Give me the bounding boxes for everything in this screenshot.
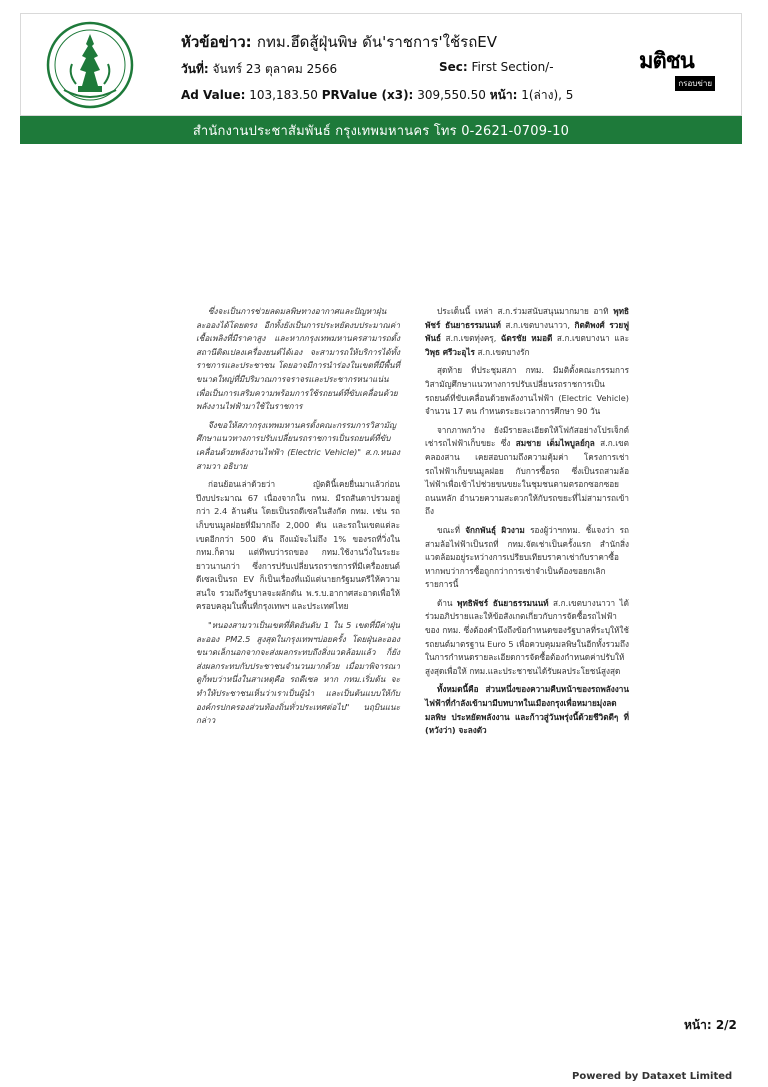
person-name: พุทธิพัชร์ ธันยาธรรมนนท์ [456,597,549,608]
pr-value-label: PRValue (x3): [321,88,414,102]
pr-office-banner: สำนักงานประชาสัมพันธ์ กรุงเทพมหานคร โทร 0-2621-0709-10 [20,116,742,144]
date-row [181,60,337,79]
publication-sub: กรอบข่าย [675,76,715,91]
page-value: 1(ล่าง), 5 [521,88,574,102]
person-name: ฉัตรชัย หมอดี [500,333,553,344]
ad-value: 103,183.50 [249,88,318,102]
text: ส.ก.เขตบางนาวา ได้ร่วมอภิปรายและให้ข้อสังเกตเกี่ยวกับการจัดซื้อรถไฟฟ้าของ กทม. ซึ่งต้องคำนึงถึงข้อกำหนดของรัฐบาลที่ระบุให้ใช้รถยนต์มาตรฐาน Euro 5 เพื่อควบคุมมลพิษในอีกทั้งรวมถึงในการกำหนดรายละเอียดการจัดซื้อต้องกำหนดค่าปรับให้สูงสุดเพื่อให้ กทม.และประชาชนได้รับผลประโยชน์สูงสุด [425,597,629,676]
closing-text: ทั้งหมดนี้คือ ส่วนหนึ่งของความคืบหน้าของรถพลังงานไฟฟ้าที่กำลังเข้ามามีบทบาทในเมืองกรุงเพื่อหมายมุ่งลดมลพิษ ประหยัดพลังงาน และก้าวสู่วันพรุ่งนี้ด้วยชีวิตดีๆ ที่ (หวังว่า) จะลงตัว [425,684,629,736]
closing-paragraph [425,683,629,737]
paragraph: สุดท้าย ที่ประชุมสภา กทม. มีมติตั้งคณะกรรมการวิสามัญศึกษาแนวทางการปรับเปลี่ยนรถราชการเป็นรถยนต์ที่ขับเคลื่อนด้วยพลังงานไฟฟ้า (Electric Vehicle) จำนวน 17 คน กำหนดระยะเวลาการศึกษา 90 วัน [425,365,629,417]
person-name: พุทธิพัชร์ ธันยาธรรมนนท์ [425,306,629,330]
person-name: สมชาย เต็มไพบูลย์กุล [515,438,595,449]
paragraph [425,597,629,679]
section-value: First Section/- [471,60,554,74]
headline-row [181,30,497,54]
headline: กทม.ฮึดสู้ฝุ่นพิษ ดัน'ราชการ'ใช้รถEV [256,33,498,51]
date-label: วันที่: [181,62,209,76]
publication-name: มติชน [639,49,694,74]
section-label: Sec: [439,60,468,74]
bangkok-emblem-icon [21,14,159,115]
article-column-2 [425,305,629,743]
text: รองผู้ว่าฯกทม. ชี้แจงว่า รถสามล้อไฟฟ้าเป็นรถที่ กทม.จัดเช่าเป็นครั้งแรก สำนักสิ่งแวดล้อมอยู่ระหว่างการเปรียบเทียบราคาเช่ากับราคาซื้อ หากพบว่าการซื้อถูกกว่าการเช่าจำเป็นต้องขอยกเลิกรายการนี้ [425,524,629,590]
person-name: วิพุธ ศรีวะอุไร [425,346,475,357]
text: ส.ก.เขตทุ่งครุ, [441,333,501,344]
date-value: จันทร์ 23 ตุลาคม 2566 [212,62,338,76]
text: ขณะที่ [437,524,466,535]
text: ส.ก.เขตคลองสาน เคยสอบถามถึงความคุ้มค่า โครงการเช่ารถไฟฟ้าเก็บขนมูลฝอย กับการซื้อรถ ซึ่งเป็นรถสามล้อไฟฟ้าเพื่อเข้าไปช่วยขนขยะในชุมชนตามตรอกซอกซอยถนนหลัก อำนวยความสะดวกให้กับรถขยะที่ไม่สามารถเข้าถึง [425,438,630,517]
person-name: กิตติพงศ์ รวยฟูพันธ์ [425,319,629,344]
text: ด้าน [437,597,457,608]
clipping-header [20,13,742,116]
page-label: หน้า: [489,88,518,102]
text: ส.ก.เขตบางนาวา, [500,319,575,330]
page-number: หน้า: 2/2 [684,1018,737,1032]
paragraph: "หนองสามวาเป็นเขตที่ติดอันดับ 1 ใน 5 เขตที่มีค่าฝุ่นละออง PM2.5 สูงสุดในกรุงเทพฯบ่อยครั้ง โดยฝุ่นละอองขนาดเล็กนอกจากจะส่งผลกระทบถึงสิ่งแวดล้อมแล้ว ก็ยังส่งผลกระทบกับประชาชนจำนวนมากด้วย เมื่อมาพิจารณาดูก็พบว่าหนึ่งในสาเหตุคือ รถดีเซล หาก กทม.เริ่มต้น จะทำให้ประชาชนเห็นว่าเราเป็นผู้นำ และเป็นต้นแบบให้กับองค์กรปกครองส่วนท้องถิ่นทั่วประเทศต่อไป" นฤบินแนะกล่าว [196,620,400,726]
paragraph: จึงขอให้สภากรุงเทพมหานครตั้งคณะกรรมการวิสามัญศึกษาแนวทางการปรับเปลี่ยนรถราชการเป็นรถยนต์ที่ขับเคลื่อนด้วยพลังงานไฟฟ้า (Electric Vehicle)" ส.ก.หนองสามวา อธิบาย [196,419,400,471]
article-column-1 [196,305,400,733]
paragraph [425,424,629,519]
publication-logo [639,49,719,88]
powered-by: Powered by Dataxet Limited [572,1071,733,1082]
paragraph: ก่อนย้อนเล่าด้วยว่า ญัตตินี้เคยยื่นมาแล้วก่อนปีงบประมาณ 67 เนื่องจากใน กทม. มีรถสันดาปรวมอยู่กว่า 2.4 ล้านคัน โดยเป็นรถดีเซลในสังกัด กทม. เช่น รถเก็บขนมูลฝอยที่มีมากถึง 2,000 คัน และรถในเขตแต่ละเขตอีกกว่า 500 คัน ถึงแม้จะไม่ถึง 1% ของรถที่วิ่งใน กทม.ก็ตาม แต่ทีพบว่ารถของ กทม.ใช้งานวิ่งในระยะยาวนานกว่า ซึ่งการปรับเปลี่ยนรถราชการที่มีเครื่องยนต์ดีเซลเป็นรถ EV ก็เป็นเรื่องที่แม้แต่นายกรัฐมนตรีให้ความสนใจ รวมถึงรัฐบาลจะผลักดัน พ.ร.บ.อากาศสะอาดเพื่อให้ครอบคลุมในพื้นที่กรุงเทพฯ และประเทศไทย [196,479,400,612]
text: จากภาพกว้าง ยังมีรายละเอียดให้โฟกัสอย่างโปรเจ็กต์เช่ารถไฟฟ้าเก็บขยะ ซึ่ง [425,424,629,449]
text: ส.ก.เขตบางรัก [474,346,530,357]
text: ประเด็นนี้ เหล่า ส.ก.ร่วมสนับสนุนมากมาย อาทิ [437,306,614,316]
paragraph [425,305,629,359]
pr-value: 309,550.50 [417,88,486,102]
section-row [439,60,554,74]
ad-value-label: Ad Value: [181,88,246,102]
headline-label: หัวข้อข่าว: [181,33,252,51]
paragraph: ซึ่งจะเป็นการช่วยลดมลพิษทางอากาศและปัญหาฝุ่นละอองได้โดยตรง อีกทั้งยังเป็นการประหยัดงบประมาณค่าเชื้อเพลิงที่มีราคาสูง และหากกรุงเทพมหานครสามารถตั้งสถานีติดเปลงเครื่องยนต์ได้เอง จะสามารถให้บริการได้ทั้งราชการและประชาชน โดยอาจมีการนำร่องในเขตที่มีพื้นที่ขนาดใหญ่ที่มีปริมาณการจราจรและประชากรหนาแน่น เพื่อเป็นการเสริมความพร้อมการใช้รถยนต์ที่ขับเคลื่อนด้วยพลังงานไฟฟ้ามาใช้ในราชการ [196,306,400,412]
text: ส.ก.เขตบางนา และ [552,333,629,344]
paragraph [425,524,629,592]
person-name: จักกพันธุ์ ผิวงาม [465,524,525,535]
values-row [181,86,573,105]
